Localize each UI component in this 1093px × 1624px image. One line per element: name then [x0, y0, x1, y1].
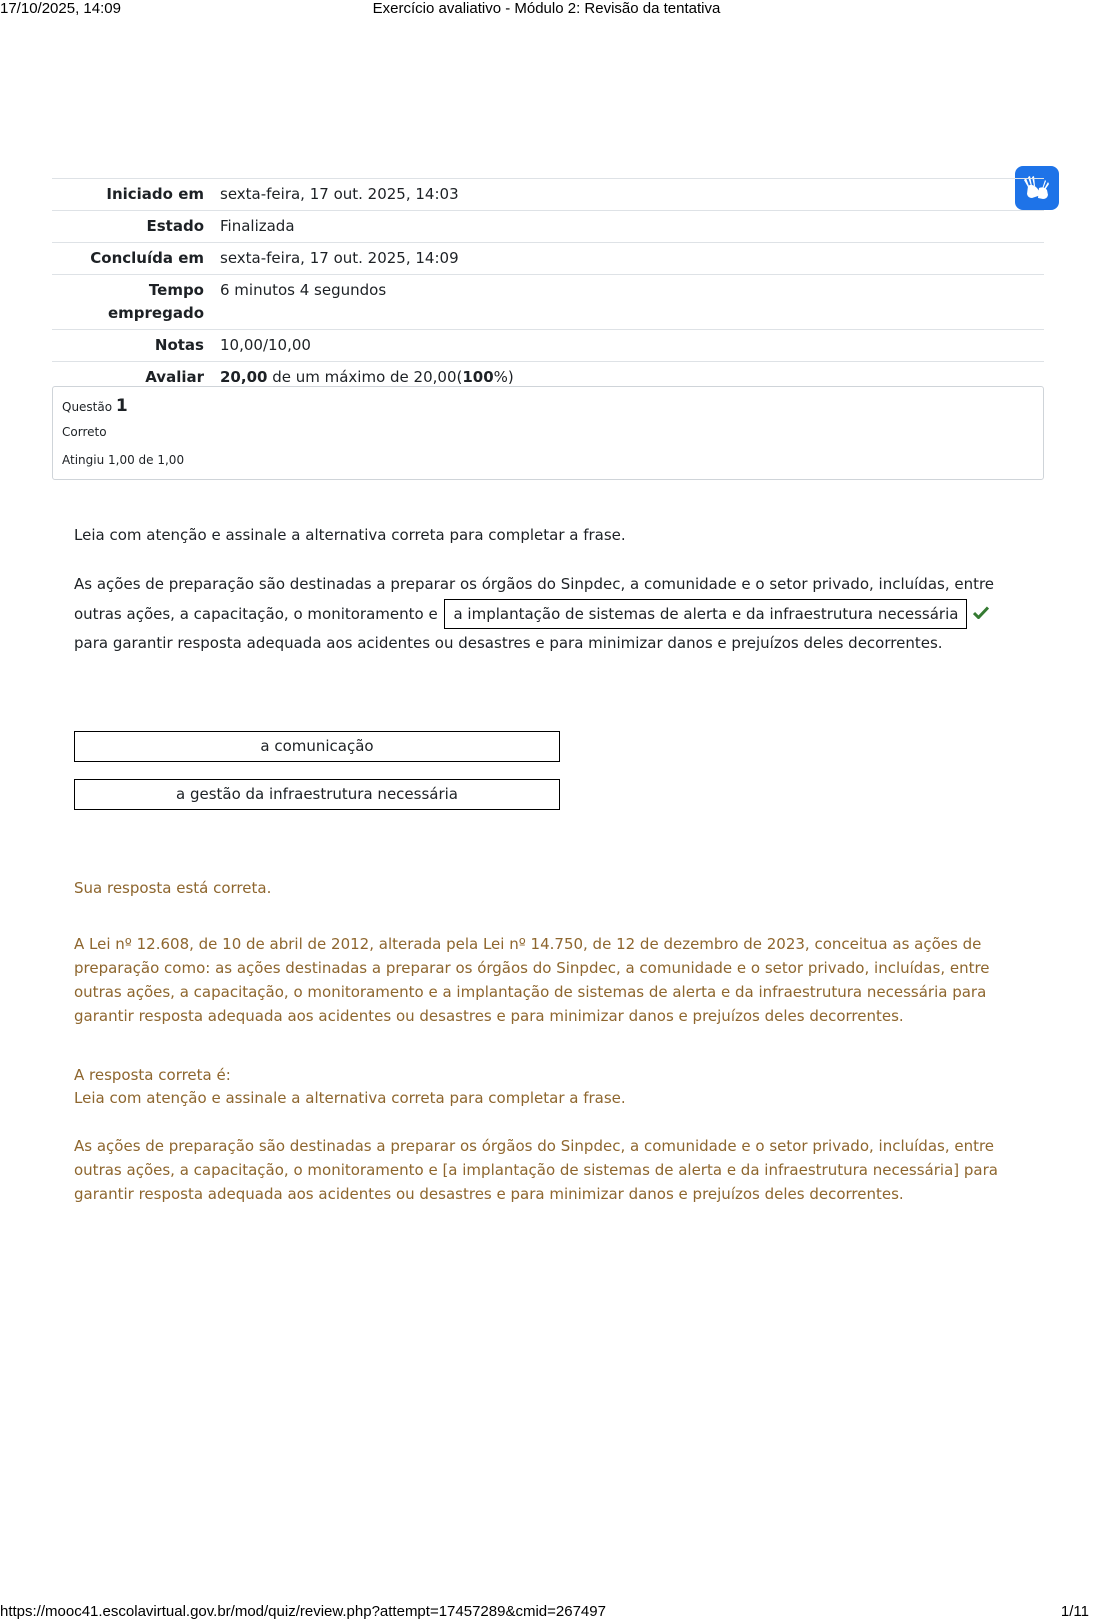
print-page-number: 1/11 [1060, 1603, 1089, 1620]
selected-answer-drop-zone[interactable]: a implantação de sistemas de alerta e da infraestrutura necessária [444, 599, 967, 629]
summary-row-started [52, 179, 1044, 211]
grade-percent: 100 [462, 368, 494, 386]
question-prefix: Questão [62, 400, 113, 414]
summary-label: Estado [52, 211, 212, 243]
summary-label: Iniciado em [52, 179, 212, 211]
question-body [74, 570, 1024, 658]
right-answer-body: As ações de preparação são destinadas a preparar os órgãos do Sinpdec, a comunidade e o setor privado, incluídas, entre outras ações, a capacitação, o monitoramento e [a implantação de sistemas de alerta e da infraestrutura necessária] para garantir resposta adequada aos acidentes ou desastres e para minimizar danos e prejuízos deles decorrentes. [74, 1137, 998, 1203]
summary-label: Avaliar [52, 362, 212, 394]
summary-row-time-taken [52, 275, 1044, 330]
question-info-box [52, 386, 1044, 480]
print-datetime: 17/10/2025, 14:09 [0, 0, 121, 17]
question-body-after: para garantir resposta adequada aos acidentes ou desastres e para minimizar danos e prejuízos deles decorrentes. [74, 634, 943, 652]
print-url: https://mooc41.escolavirtual.gov.br/mod/quiz/review.php?attempt=17457289&cmid=267497 [0, 1603, 606, 1620]
grade-end: %) [493, 368, 514, 386]
check-icon [973, 600, 989, 629]
question-number [62, 396, 128, 416]
summary-value: 6 minutos 4 segundos [212, 275, 1044, 330]
attempt-summary-table [52, 178, 1044, 393]
right-answer-label: A resposta correta é: [74, 1066, 231, 1084]
drag-option[interactable]: a comunicação [74, 731, 560, 762]
right-answer-intro: Leia com atenção e assinale a alternativa correta para completar a frase. [74, 1089, 626, 1107]
grade-score: 20,00 [220, 368, 268, 386]
question-number-value: 1 [115, 396, 128, 416]
summary-label: Tempo empregado [52, 275, 212, 330]
summary-value: Finalizada [212, 211, 1044, 243]
summary-value: sexta-feira, 17 out. 2025, 14:03 [212, 179, 1044, 211]
summary-value: 10,00/10,00 [212, 330, 1044, 362]
grade-middle: de um máximo de 20,00( [267, 368, 463, 386]
question-grade: Atingiu 1,00 de 1,00 [62, 453, 185, 467]
question-intro: Leia com atenção e assinale a alternativa correta para completar a frase. [74, 526, 626, 544]
summary-row-completed [52, 243, 1044, 275]
summary-row-state [52, 211, 1044, 243]
summary-row-marks [52, 330, 1044, 362]
print-footer [0, 1603, 1093, 1623]
question-state: Correto [62, 425, 107, 439]
specific-feedback: Sua resposta está correta. [74, 879, 272, 897]
drag-option[interactable]: a gestão da infraestrutura necessária [74, 779, 560, 810]
general-feedback: A Lei nº 12.608, de 10 de abril de 2012, alterada pela Lei nº 14.750, de 12 de dezembro de 2023, conceitua as ações de preparação como: as ações destinadas a preparar os órgãos do Sinpdec, a comunidade e o setor privado, incluídas, entre outras ações, a capacitação, o monitoramento e a implantação de sistemas de alerta e da infraestrutura necessária para garantir resposta adequada aos acidentes ou desastres e para minimizar danos e prejuízos deles decorrentes. [74, 935, 990, 1025]
print-page-title: Exercício avaliativo - Módulo 2: Revisão da tentativa [372, 0, 721, 17]
print-header [0, 0, 1093, 20]
summary-label: Notas [52, 330, 212, 362]
summary-value: sexta-feira, 17 out. 2025, 14:09 [212, 243, 1044, 275]
summary-label: Concluída em [52, 243, 212, 275]
question-body-before: As ações de preparação são destinadas a preparar os órgãos do Sinpdec, a comunidade e o setor privado, incluídas, entre outras ações, a capacitação, o monitoramento e [74, 575, 995, 623]
